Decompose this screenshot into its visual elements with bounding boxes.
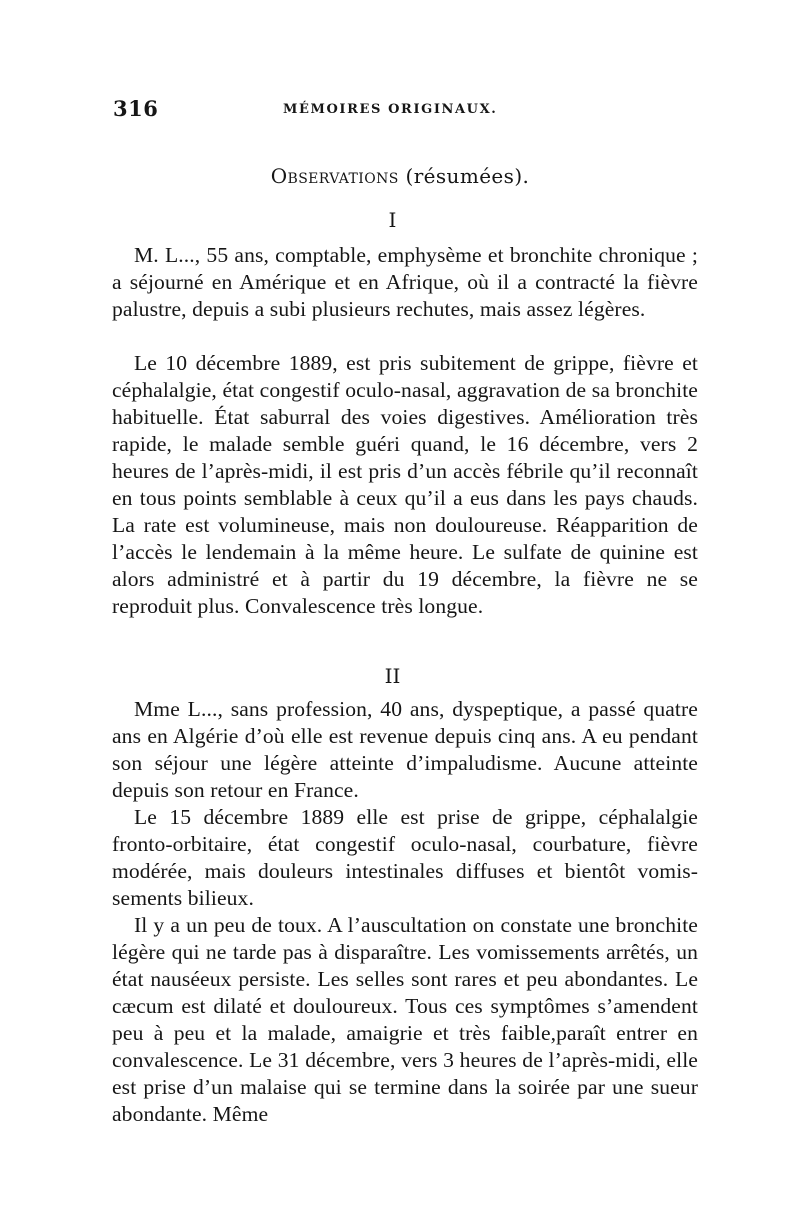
page-number: 316 bbox=[113, 96, 159, 121]
observation-number-ii: II bbox=[384, 664, 401, 688]
observation-i-paragraph-2: Le 10 décembre 1889, est pris subitement de grippe, fièvre et céphalalgie, état congestif oculo-nasal, aggravation de sa bronchite habituelle. État saburral des voies digestives. Amélioration très rapide, le malade semble guéri quand, le 16 décembre, vers 2 heures de l’après-midi, il est pris d’un accès fébrile qu’il reconnaît en tous points semblable à ceux qu’il a eus dans les pays chauds. La rate est volumineuse, mais non douloureuse. Réapparition de l’accès le lendemain à la même heure. Le sulfate de quinine est alors administré et à partir du 19 décembre, la fièvre ne se reproduit plus. Convalescence très longue. bbox=[112, 351, 698, 618]
observation-number-i: I bbox=[388, 208, 397, 232]
observation-ii-paragraph-1: Mme L..., sans profession, 40 ans, dyspeptique, a passé quatre ans en Algérie d’où elle est revenue depuis cinq ans. A eu pendant son séjour une légère atteinte d’impaludisme. Aucune atteinte depuis son retour en France. bbox=[112, 697, 698, 802]
running-head bbox=[113, 96, 691, 126]
journal-title: MÉMOIRES ORIGINAUX. bbox=[283, 102, 498, 117]
section-title-rest: (résumées). bbox=[398, 164, 530, 188]
section-title bbox=[0, 164, 800, 188]
observation-i-paragraph-1: M. L..., 55 ans, comptable, emphysème et bronchite chronique ; a séjourné en Amérique et en Afrique, où il a contracté la fièvre palustre, depuis a subi plusieurs rechutes, mais assez légères. bbox=[112, 243, 698, 321]
observation-ii-paragraph-2: Le 15 décembre 1889 elle est prise de grippe, céphalalgie fronto-orbitaire, état congestif oculo-nasal, courbature, fièvre modérée, mais douleurs intestinales diffuses et bientôt vomissements bilieux. bbox=[112, 805, 698, 910]
observation-ii-paragraph-3: Il y a un peu de toux. A l’auscultation on constate une bronchite légère qui ne tarde pas à disparaître. Les vomissements arrêtés, un état nauséeux persiste. Les selles sont rares et peu abondantes. Le cæcum est dilaté et douloureux. Tous ces symptômes s’amendent peu à peu et la malade, amaigrie et très faible,paraît entrer en convalescence. Le 31 décembre, vers 3 heures de l’après-midi, elle est prise d’un malaise qui se termine dans la soirée par une sueur abondante. Même bbox=[112, 913, 698, 1126]
section-title-smallcaps: Observations bbox=[270, 164, 399, 188]
